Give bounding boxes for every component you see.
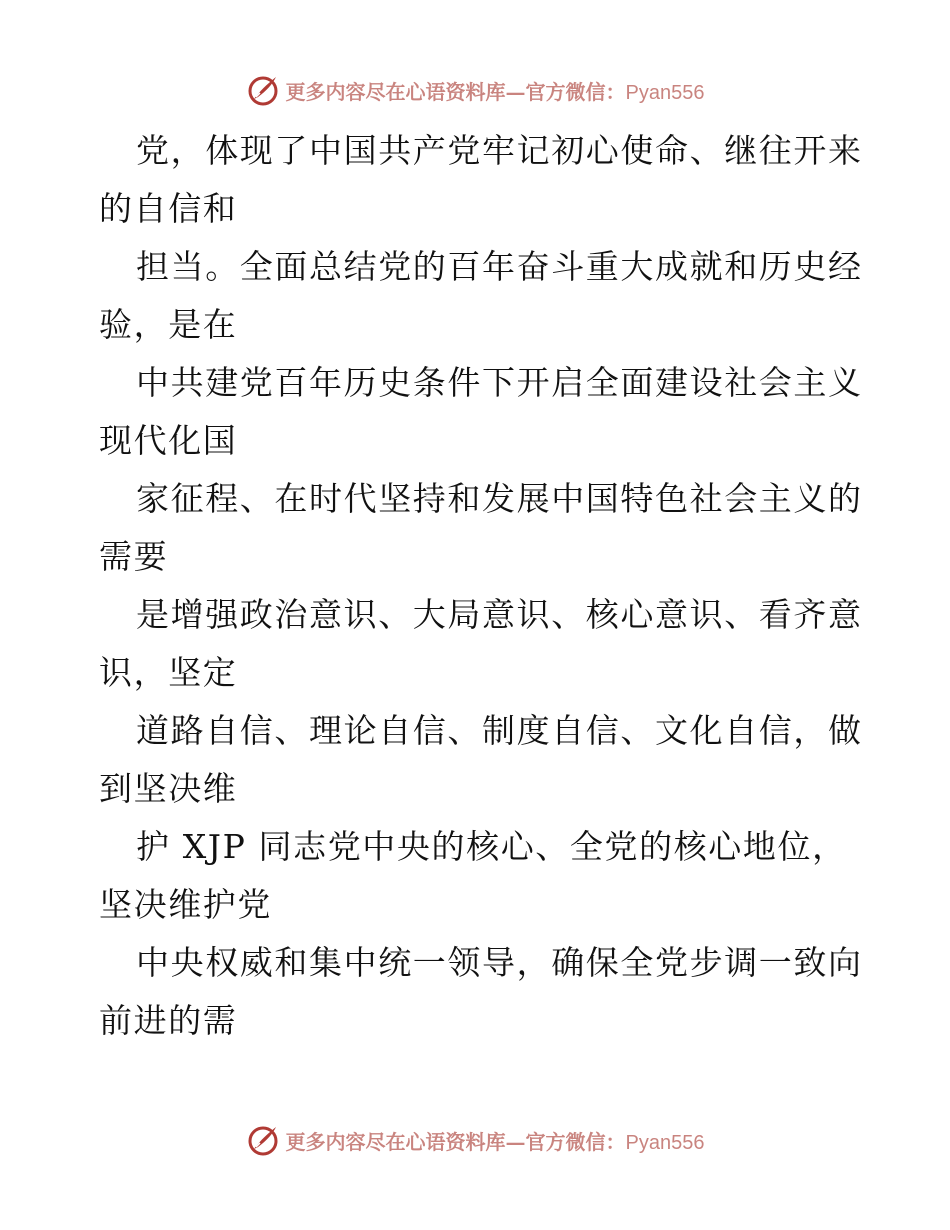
- paragraph-line: 道路自信、理论自信、制度自信、文化自信，做: [136, 711, 863, 750]
- paragraph-line: 识，坚定: [99, 653, 238, 692]
- paragraph-line: 的自信和: [99, 189, 238, 228]
- paragraph-line: 现代化国: [99, 421, 238, 460]
- paragraph-line: 家征程、在时代坚持和发展中国特色社会主义的: [136, 479, 863, 518]
- paragraph-line: 是增强政治意识、大局意识、核心意识、看齐意: [136, 595, 863, 634]
- paragraph-line: 中央权威和集中统一领导，确保全党步调一致向: [136, 943, 863, 982]
- paragraph-line: 党，体现了中国共产党牢记初心使命、继往开来: [136, 131, 863, 170]
- paragraph-4: [99, 470, 863, 586]
- paragraph-line: 需要: [99, 537, 169, 576]
- watermark-text: [286, 76, 705, 105]
- paragraph-line: 到坚决维: [99, 769, 238, 808]
- paragraph-line: 前进的需: [99, 1001, 238, 1040]
- quill-logo-icon: [246, 73, 280, 107]
- paragraph-1: [99, 122, 863, 238]
- watermark-text: [286, 1126, 705, 1155]
- paragraph-line: 护 XJP 同志党中央的核心、全党的核心地位，: [136, 827, 847, 866]
- quill-logo-icon: [246, 1123, 280, 1157]
- watermark-text-cn: 更多内容尽在心语资料库—官方微信：: [285, 1129, 626, 1154]
- paragraph-5: [99, 586, 863, 702]
- paragraph-6: [99, 702, 863, 818]
- paragraph-line: 坚决维护党: [99, 885, 272, 924]
- document-body: [99, 122, 863, 1050]
- paragraph-2: [99, 238, 863, 354]
- paragraph-3: [99, 354, 863, 470]
- paragraph-8: [99, 934, 863, 1050]
- paragraph-line: 中共建党百年历史条件下开启全面建设社会主义: [136, 363, 863, 402]
- watermark-text-cn: 更多内容尽在心语资料库—官方微信：: [285, 79, 626, 104]
- paragraph-7: [99, 818, 859, 934]
- header-watermark: [0, 70, 950, 110]
- watermark-text-latin: Pyan556: [625, 1131, 705, 1154]
- watermark-text-latin: Pyan556: [625, 81, 705, 104]
- footer-watermark: [0, 1120, 950, 1160]
- paragraph-line: 担当。全面总结党的百年奋斗重大成就和历史经: [136, 247, 863, 286]
- paragraph-line: 验，是在: [99, 305, 238, 344]
